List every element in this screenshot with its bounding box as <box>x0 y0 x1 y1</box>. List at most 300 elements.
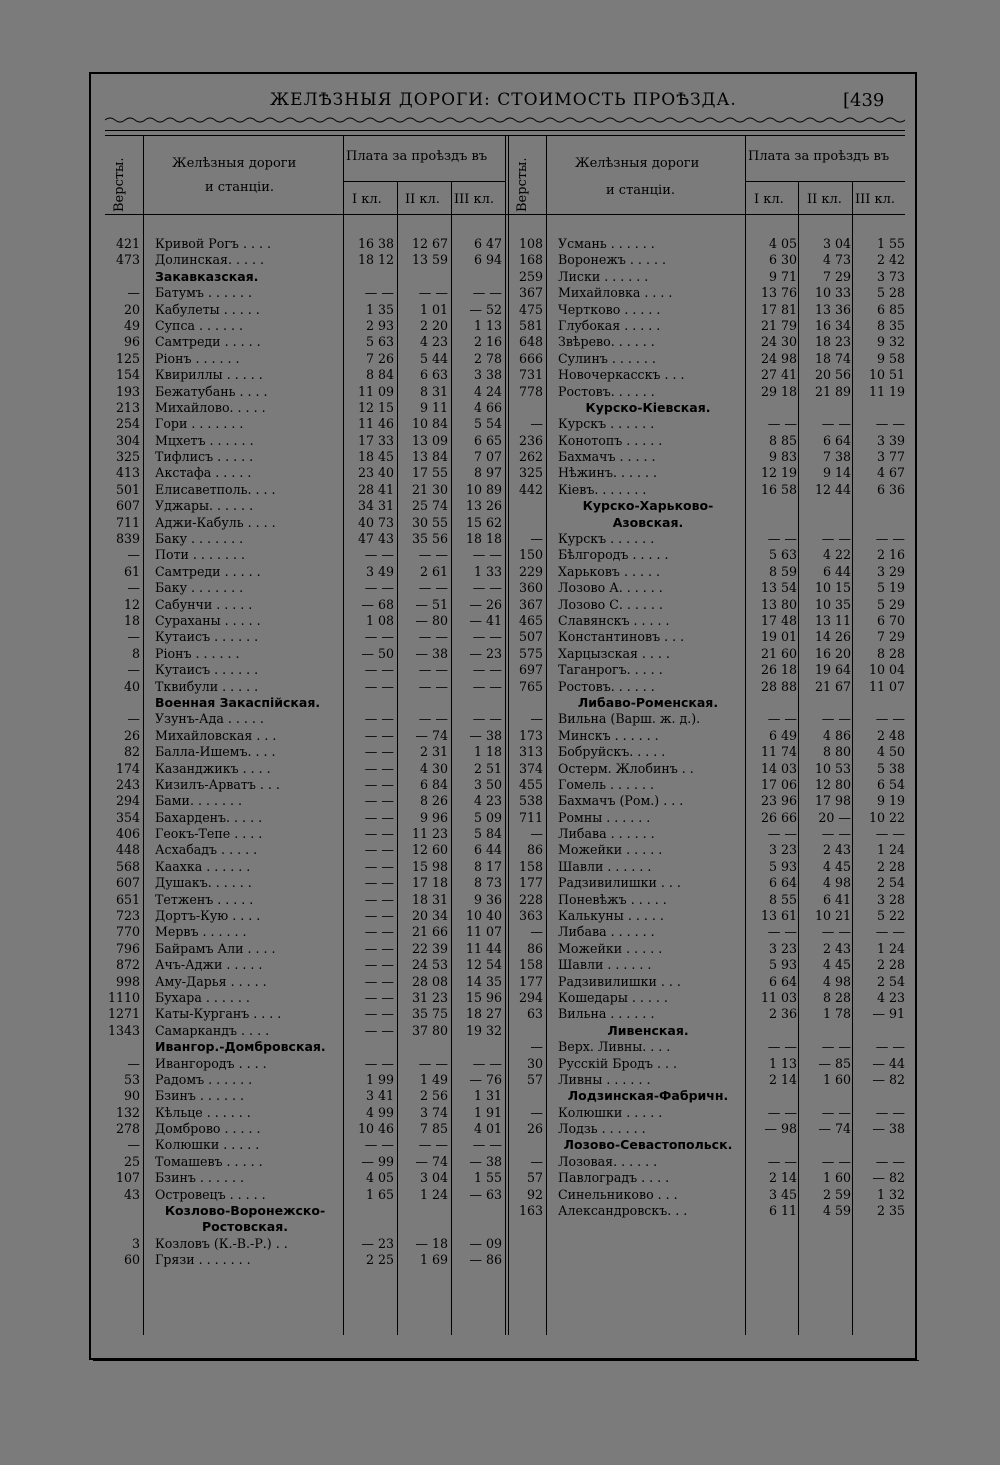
fare-sub-rule-left <box>343 181 505 182</box>
fare-class2-cell: — — <box>418 678 448 694</box>
versts-cell: 61 <box>123 563 140 579</box>
versts-cell: 57 <box>526 1170 543 1186</box>
fare-class2-cell: 35 56 <box>411 531 448 547</box>
fare-class1-cell: — — <box>364 858 394 874</box>
fare-class1-cell: 1 65 <box>365 1186 394 1202</box>
fare-class1-cell: 47 43 <box>357 531 394 547</box>
page-title: ЖЕЛѢЗНЫЯ ДОРОГИ: СТОИМОСТЬ ПРОѢЗДА. <box>270 90 737 110</box>
fare-class3-cell: 8 73 <box>473 875 502 891</box>
station-cell: Долинская. . . . . <box>155 252 265 268</box>
versts-cell: 173 <box>518 727 543 743</box>
fare-class3-cell: 1 24 <box>876 842 905 858</box>
versts-cell: 30 <box>526 1055 543 1071</box>
versts-cell: 158 <box>518 957 543 973</box>
station-cell: Чертково . . . . . <box>558 301 661 317</box>
fare-class1-cell: 12 19 <box>760 465 797 481</box>
versts-cell: 607 <box>115 498 140 514</box>
fare-class2-cell: — 74 <box>415 1153 448 1169</box>
fare-class1-cell: 5 63 <box>768 547 797 563</box>
versts-cell: 25 <box>123 1153 140 1169</box>
fare-class3-cell: — — <box>875 1153 905 1169</box>
versts-cell: 325 <box>115 449 140 465</box>
fare-class3-cell: — 76 <box>469 1071 502 1087</box>
fare-class1-cell: 2 14 <box>768 1071 797 1087</box>
table-row <box>100 761 505 777</box>
fare-class3-cell: 18 27 <box>465 1006 502 1022</box>
table-row <box>503 793 908 809</box>
fare-class3-cell: — — <box>472 678 502 694</box>
fare-class3-cell: — 09 <box>469 1235 502 1251</box>
fare-class2-cell: 3 04 <box>822 236 851 251</box>
fare-class1-cell: 16 38 <box>357 236 394 251</box>
station-cell: Асхабадъ . . . . . <box>155 842 258 858</box>
fare-class2-cell: 22 39 <box>411 940 448 956</box>
table-row <box>100 433 505 449</box>
station-cell: Самаркандъ . . . . <box>155 1022 270 1038</box>
station-cell: Михайловка . . . . <box>558 285 673 301</box>
fare-class1-cell: 4 05 <box>768 236 797 251</box>
station-cell: Либава . . . . . . <box>558 826 655 842</box>
versts-cell: 1343 <box>107 1022 140 1038</box>
fare-class3-cell: 6 47 <box>473 236 502 251</box>
fare-class2-cell: 10 15 <box>814 580 851 596</box>
station-cell: Минскъ . . . . . . <box>558 727 659 743</box>
fare-class3-cell: 4 67 <box>876 465 905 481</box>
versts-cell: 49 <box>123 317 140 333</box>
table-row <box>100 1154 505 1170</box>
versts-cell: 648 <box>518 334 543 350</box>
fare-class2-cell: 4 73 <box>822 252 851 268</box>
fare-class1-cell: 11 03 <box>760 989 797 1005</box>
station-cell: Бзинъ . . . . . . <box>155 1170 244 1186</box>
table-row <box>100 629 505 645</box>
table-row <box>100 924 505 940</box>
fare-class1-cell: — — <box>364 1137 394 1153</box>
fare-class3-cell: 15 96 <box>465 989 502 1005</box>
stations-header-left: и станціи. <box>205 180 274 195</box>
versts-cell: 313 <box>518 744 543 760</box>
fare-class1-cell: 1 99 <box>365 1071 394 1087</box>
versts-cell: — <box>530 1153 543 1169</box>
fare-class3-cell: — 23 <box>469 645 502 661</box>
fare-class3-cell: 11 07 <box>465 924 502 940</box>
fare-class3-cell: 10 89 <box>465 481 502 497</box>
fare-class1-cell: 21 60 <box>760 645 797 661</box>
versts-cell: 150 <box>518 547 543 563</box>
station-cell: Кабулеты . . . . . <box>155 301 260 317</box>
table-row <box>100 564 505 580</box>
table-row <box>503 1006 908 1022</box>
fare-class3-cell: — 91 <box>872 1006 905 1022</box>
table-row <box>100 613 505 629</box>
fare-class3-cell: — — <box>472 711 502 727</box>
versts-cell: 501 <box>115 481 140 497</box>
fare-class2-cell: 4 98 <box>822 875 851 891</box>
fare-class1-cell: — — <box>767 826 797 842</box>
versts-cell: 575 <box>518 645 543 661</box>
fare-class3-cell: 1 13 <box>473 317 502 333</box>
versts-cell: 998 <box>115 973 140 989</box>
table-row <box>503 547 908 563</box>
station-cell: Поти . . . . . . . <box>155 547 245 563</box>
fare-class2-cell: 4 22 <box>822 547 851 563</box>
versts-cell: — <box>530 416 543 432</box>
versts-cell: 259 <box>518 268 543 284</box>
station-cell: Бахмачъ (Ром.) . . . <box>558 793 684 809</box>
table-row <box>100 1137 505 1153</box>
table-row <box>100 547 505 563</box>
fare-class3-cell: 2 28 <box>876 858 905 874</box>
section-title: Козлово-Воронежско- <box>164 1203 326 1219</box>
table-row <box>100 318 505 334</box>
versts-cell: 475 <box>518 301 543 317</box>
table-row <box>100 1006 505 1022</box>
fare-class3-cell: 9 19 <box>876 793 905 809</box>
fare-class2-cell: — — <box>418 1137 448 1153</box>
versts-cell: 177 <box>518 875 543 891</box>
fare-class2-cell: 4 86 <box>822 727 851 743</box>
class3-header-left: III кл. <box>454 192 495 207</box>
fare-class2-cell: — 85 <box>818 1055 851 1071</box>
class2-header-right: II кл. <box>807 192 842 207</box>
station-cell: Кошедары . . . . . <box>558 989 668 1005</box>
fare-class2-cell: 6 41 <box>822 891 851 907</box>
fare-class3-cell: 7 29 <box>876 629 905 645</box>
fare-class1-cell: — — <box>364 809 394 825</box>
fare-class3-cell: 2 48 <box>876 727 905 743</box>
fare-class3-cell: 4 23 <box>876 989 905 1005</box>
station-cell: Таганрогъ. . . . . <box>558 662 663 678</box>
station-cell: Дортъ-Кую . . . . <box>155 908 261 924</box>
station-cell: Бобруйскъ. . . . . <box>558 744 666 760</box>
table-row <box>503 367 908 383</box>
table-row <box>503 580 908 596</box>
table-row <box>503 761 908 777</box>
station-cell: Лозово А. . . . . . <box>558 580 663 596</box>
fare-class1-cell: 5 93 <box>768 957 797 973</box>
table-row <box>100 711 505 727</box>
table-row <box>100 1023 505 1039</box>
table-row <box>100 744 505 760</box>
table-row <box>100 728 505 744</box>
fare-class3-cell: — — <box>875 711 905 727</box>
fare-class3-cell: — — <box>875 531 905 547</box>
table-row <box>100 367 505 383</box>
fare-class2-cell: — — <box>821 1153 851 1169</box>
fare-class2-cell: 4 23 <box>419 334 448 350</box>
fare-class3-cell: 2 16 <box>876 547 905 563</box>
fare-class2-cell: 18 74 <box>814 350 851 366</box>
table-row <box>100 498 505 514</box>
fare-class1-cell: 3 49 <box>365 563 394 579</box>
table-row <box>100 662 505 678</box>
fare-class1-cell: — — <box>364 678 394 694</box>
fare-class1-cell: 2 36 <box>768 1006 797 1022</box>
fare-class3-cell: 2 28 <box>876 957 905 973</box>
fare-class1-cell: — — <box>364 629 394 645</box>
station-cell: Баку . . . . . . . <box>155 580 244 596</box>
versts-cell: 3 <box>131 1235 140 1251</box>
station-cell: Мервъ . . . . . . <box>155 924 247 940</box>
fare-class1-cell: 11 46 <box>357 416 394 432</box>
fare-class2-cell: — — <box>418 662 448 678</box>
fare-class1-cell: 3 23 <box>768 842 797 858</box>
versts-cell: 465 <box>518 612 543 628</box>
versts-cell: 442 <box>518 481 543 497</box>
fare-class2-cell: 18 31 <box>411 891 448 907</box>
fare-class1-cell: 12 15 <box>357 399 394 415</box>
station-cell: Сабунчи . . . . . <box>155 596 253 612</box>
fare-class1-cell: — — <box>364 973 394 989</box>
fare-class2-cell: 13 84 <box>411 449 448 465</box>
versts-cell: 177 <box>518 973 543 989</box>
fare-class1-cell: 4 99 <box>365 1104 394 1120</box>
versts-cell: 360 <box>518 580 543 596</box>
station-cell: Тетженъ . . . . . <box>155 891 254 907</box>
fare-class2-cell: 17 98 <box>814 793 851 809</box>
versts-cell: 168 <box>518 252 543 268</box>
versts-header-left: Версты. <box>112 157 127 212</box>
fare-class3-cell: 2 42 <box>876 252 905 268</box>
section-title: Военная Закаспiйская. <box>155 694 321 710</box>
fare-class3-cell: — — <box>875 826 905 842</box>
fare-class2-cell: 4 45 <box>822 858 851 874</box>
fare-class2-cell: 12 44 <box>814 481 851 497</box>
table-row <box>503 1187 908 1203</box>
fare-class3-cell: — 86 <box>469 1252 502 1268</box>
fare-class3-cell: — — <box>875 1039 905 1055</box>
fare-class3-cell: 3 28 <box>876 891 905 907</box>
fare-class2-cell: — — <box>821 711 851 727</box>
versts-cell: — <box>530 924 543 940</box>
versts-cell: 174 <box>115 760 140 776</box>
fare-class1-cell: — — <box>364 940 394 956</box>
versts-cell: 213 <box>115 399 140 415</box>
fare-class1-cell: 13 76 <box>760 285 797 301</box>
station-cell: Кутаисъ . . . . . . <box>155 629 259 645</box>
fare-class2-cell: 2 59 <box>822 1186 851 1202</box>
fare-class1-cell: 9 83 <box>768 449 797 465</box>
versts-cell: 294 <box>115 793 140 809</box>
fare-class1-cell: 11 74 <box>760 744 797 760</box>
fare-class1-cell: — — <box>364 547 394 563</box>
fare-class3-cell: 2 54 <box>876 973 905 989</box>
fare-class1-cell: — — <box>364 744 394 760</box>
fare-class2-cell: 2 43 <box>822 842 851 858</box>
table-row <box>100 515 505 531</box>
station-cell: Байрамъ Али . . . . <box>155 940 276 956</box>
fare-class3-cell: 5 38 <box>876 760 905 776</box>
table-row <box>503 941 908 957</box>
fare-class2-cell: 1 60 <box>822 1170 851 1186</box>
fare-class3-cell: 8 17 <box>473 858 502 874</box>
fare-class2-cell: — 38 <box>415 645 448 661</box>
header-top-rule <box>105 130 905 131</box>
fare-class1-cell: 18 12 <box>357 252 394 268</box>
section-title: Ливенская. <box>607 1022 689 1038</box>
station-cell: Лодзь . . . . . . <box>558 1121 646 1137</box>
table-row <box>100 236 505 252</box>
fare-class1-cell: — — <box>364 891 394 907</box>
fare-class3-cell: 12 54 <box>465 957 502 973</box>
versts-cell: 193 <box>115 383 140 399</box>
versts-cell: 60 <box>123 1252 140 1268</box>
versts-cell: — <box>127 1137 140 1153</box>
fare-class3-cell: 1 32 <box>876 1186 905 1202</box>
fare-class2-cell: 13 36 <box>814 301 851 317</box>
station-cell: Курскъ . . . . . . <box>558 531 655 547</box>
table-row <box>100 1236 505 1252</box>
fare-class1-cell: — — <box>364 924 394 940</box>
station-cell: Квириллы . . . . . <box>155 367 263 383</box>
station-cell: Поневѣжъ . . . . . <box>558 891 667 907</box>
table-row <box>100 384 505 400</box>
station-cell: Вильна (Варш. ж. д.). <box>558 711 701 727</box>
versts-cell: 107 <box>115 1170 140 1186</box>
fare-class1-cell: — — <box>767 1153 797 1169</box>
table-row <box>503 629 908 645</box>
table-row <box>100 1252 505 1268</box>
section-title: Ивангор.-Домбровская. <box>155 1039 326 1055</box>
fare-class2-cell: 31 23 <box>411 989 448 1005</box>
station-cell: Лозово С. . . . . . <box>558 596 663 612</box>
station-cell: Можейки . . . . . <box>558 940 663 956</box>
versts-cell: — <box>530 1039 543 1055</box>
station-cell: Радзивилишки . . . <box>558 973 681 989</box>
versts-cell: 507 <box>518 629 543 645</box>
section-title: Курско-Кіевская. <box>585 399 711 415</box>
table-row <box>100 449 505 465</box>
fare-class2-cell: 10 53 <box>814 760 851 776</box>
station-cell: Душакъ. . . . . . <box>155 875 252 891</box>
station-cell: Баку . . . . . . . <box>155 531 244 547</box>
fare-class3-cell: 11 07 <box>868 678 905 694</box>
fare-class2-cell: 8 28 <box>822 989 851 1005</box>
station-cell: Колюшки . . . . . <box>155 1137 260 1153</box>
versts-cell: 666 <box>518 350 543 366</box>
fare-class2-cell: — — <box>821 924 851 940</box>
stations-header-right: и станціи. <box>606 183 675 198</box>
fare-class3-cell: 8 97 <box>473 465 502 481</box>
station-cell: Кѣльце . . . . . . <box>155 1104 251 1120</box>
fare-class2-cell: 2 31 <box>419 744 448 760</box>
fare-class3-cell: 10 40 <box>465 908 502 924</box>
station-cell: Константиновъ . . . <box>558 629 685 645</box>
versts-cell: 448 <box>115 842 140 858</box>
versts-cell: 57 <box>526 1071 543 1087</box>
fare-class2-cell: — 74 <box>818 1121 851 1137</box>
fare-class1-cell: 16 58 <box>760 481 797 497</box>
fare-class2-cell: 5 44 <box>419 350 448 366</box>
fare-class1-cell: 9 71 <box>768 268 797 284</box>
fare-class2-cell: 8 80 <box>822 744 851 760</box>
table-row <box>100 941 505 957</box>
table-row <box>100 597 505 613</box>
versts-cell: 229 <box>518 563 543 579</box>
fare-class2-cell: 17 55 <box>411 465 448 481</box>
fare-class3-cell: 1 33 <box>473 563 502 579</box>
fare-class2-cell: 4 98 <box>822 973 851 989</box>
fare-class2-cell: 1 69 <box>419 1252 448 1268</box>
fare-class3-cell: 6 65 <box>473 432 502 448</box>
station-cell: Кутаисъ . . . . . . <box>155 662 259 678</box>
fare-class3-cell: 4 66 <box>473 399 502 415</box>
table-row <box>503 302 908 318</box>
table-row <box>503 924 908 940</box>
fare-class1-cell: 1 35 <box>365 301 394 317</box>
fare-class2-cell: — — <box>821 416 851 432</box>
versts-cell: 711 <box>518 809 543 825</box>
table-row <box>503 957 908 973</box>
fare-class2-cell: 24 53 <box>411 957 448 973</box>
station-cell: Павлоградъ . . . . <box>558 1170 670 1186</box>
versts-cell: 325 <box>518 465 543 481</box>
fare-class2-cell: 28 08 <box>411 973 448 989</box>
station-cell: Гори . . . . . . . <box>155 416 244 432</box>
station-cell: Елисаветполь. . . . <box>155 481 276 497</box>
section-title: Лозово-Севастопольск. <box>563 1137 733 1153</box>
fare-class2-cell: — — <box>821 1039 851 1055</box>
table-row <box>503 875 908 891</box>
fare-class2-cell: 12 67 <box>411 236 448 251</box>
fare-class1-cell: 17 81 <box>760 301 797 317</box>
fare-class3-cell: 5 54 <box>473 416 502 432</box>
versts-cell: 63 <box>526 1006 543 1022</box>
table-row <box>503 597 908 613</box>
fare-class3-cell: 5 19 <box>876 580 905 596</box>
fare-class1-cell: 40 73 <box>357 514 394 530</box>
fare-class1-cell: 8 85 <box>768 432 797 448</box>
station-cell: Радомъ . . . . . . <box>155 1071 253 1087</box>
table-row <box>503 531 908 547</box>
versts-cell: — <box>127 580 140 596</box>
table-row <box>100 990 505 1006</box>
versts-cell: — <box>127 711 140 727</box>
station-cell: Уджары. . . . . . <box>155 498 254 514</box>
section-heading <box>100 695 505 711</box>
table-row <box>100 826 505 842</box>
fare-class3-cell: 2 35 <box>876 1203 905 1219</box>
fare-class1-cell: — 50 <box>361 645 394 661</box>
fare-class1-cell: 2 14 <box>768 1170 797 1186</box>
fare-class3-cell: 8 35 <box>876 317 905 333</box>
fare-class1-cell: 6 11 <box>768 1203 797 1219</box>
fare-class3-cell: — — <box>472 629 502 645</box>
table-row <box>100 974 505 990</box>
station-cell: Бахарденъ. . . . . <box>155 809 263 825</box>
table-row <box>100 1088 505 1104</box>
section-title: Азовская. <box>612 514 684 530</box>
fare-class2-cell: 11 23 <box>411 826 448 842</box>
fare-class3-cell: 6 70 <box>876 612 905 628</box>
fare-class3-cell: — 38 <box>469 1153 502 1169</box>
fare-class2-cell: 20 56 <box>814 367 851 383</box>
fare-class3-cell: 15 62 <box>465 514 502 530</box>
fare-class3-cell: 5 09 <box>473 809 502 825</box>
fare-class3-cell: 18 18 <box>465 531 502 547</box>
fare-class3-cell: — — <box>472 1137 502 1153</box>
station-cell: Конотопъ . . . . . <box>558 432 663 448</box>
fare-class2-cell: 13 09 <box>411 432 448 448</box>
fare-class2-cell: 1 60 <box>822 1071 851 1087</box>
fare-class3-cell: — — <box>472 285 502 301</box>
station-cell: Грязи . . . . . . . <box>155 1252 251 1268</box>
station-cell: Ростовъ. . . . . . <box>558 678 655 694</box>
versts-cell: 711 <box>115 514 140 530</box>
fare-class2-cell: — — <box>821 826 851 842</box>
fare-class3-cell: — — <box>472 662 502 678</box>
section-heading <box>503 1088 908 1104</box>
